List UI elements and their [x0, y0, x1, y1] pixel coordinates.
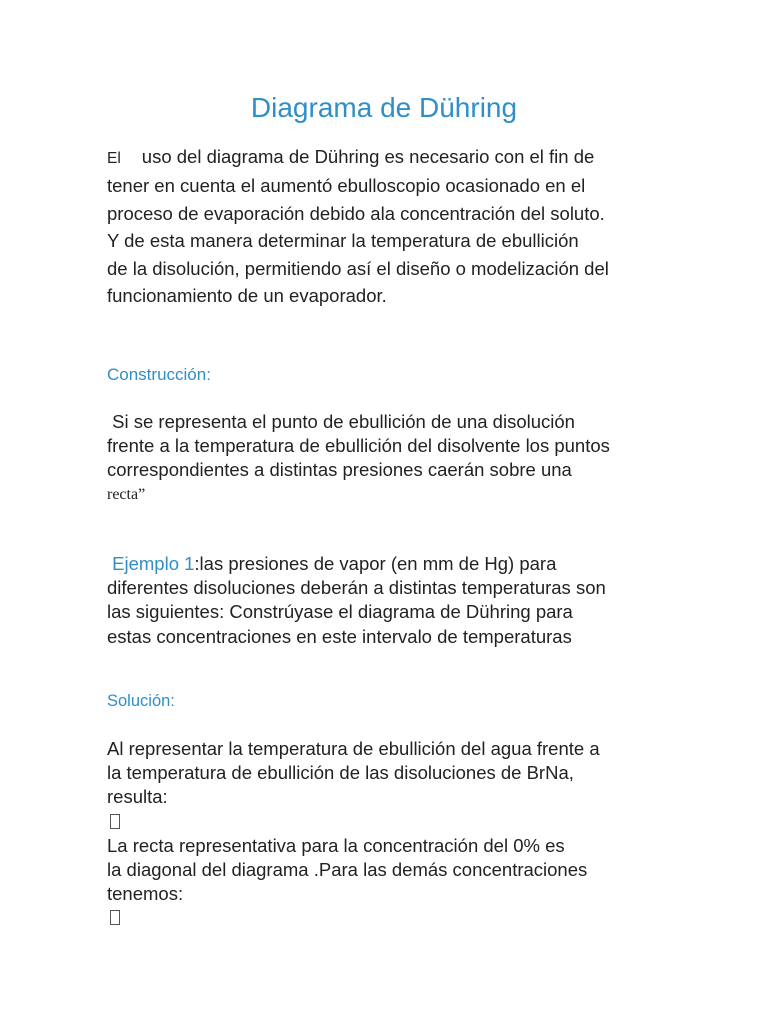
construccion-line-2: frente a la temperatura de ebullición del disolvente los puntos — [107, 435, 610, 457]
intro-line-2: tener en cuenta el aumentó ebulloscopio ocasionado en el — [107, 175, 586, 197]
solucion-line-6: la diagonal del diagrama .Para las demás concentraciones — [107, 859, 588, 881]
intro-paragraph — [107, 143, 667, 309]
missing-glyph-icon — [110, 814, 120, 829]
missing-image-placeholder-2 — [107, 906, 667, 930]
section-heading-construccion: Construcción: — [107, 365, 211, 384]
construccion-line-4: recta” — [107, 485, 146, 503]
missing-image-placeholder-1 — [107, 810, 667, 834]
solucion-line-3: resulta: — [107, 786, 168, 808]
intro-line-6: funcionamiento de un evaporador. — [107, 285, 387, 307]
ejemplo-label: Ejemplo 1 — [112, 553, 195, 574]
construccion-line-3: correspondientes a distintas presiones caerán sobre una — [107, 459, 572, 481]
ejemplo-line-2: diferentes disoluciones deberán a distintas temperaturas son — [107, 577, 606, 599]
intro-line-1 — [107, 143, 667, 172]
ejemplo-line-1 — [107, 552, 667, 576]
construccion-paragraph — [107, 410, 667, 507]
intro-line-5: de la disolución, permitiendo así el diseño o modelización del — [107, 257, 609, 279]
solucion-line-1: Al representar la temperatura de ebullición del agua frente a — [107, 738, 600, 759]
ejemplo-line-1-text: :las presiones de vapor (en mm de Hg) para — [194, 553, 557, 574]
solucion-line-7: tenemos: — [107, 883, 184, 905]
solucion-line-2: la temperatura de ebullición de las disoluciones de BrNa, — [107, 762, 574, 784]
intro-line-1-text: uso del diagrama de Dühring es necesario con el fin de — [141, 146, 595, 167]
solucion-line-5: La recta representativa para la concentración del 0% es — [107, 834, 565, 856]
section-heading-solucion: Solución: — [107, 692, 175, 710]
construccion-line-1: Si se representa el punto de ebullición de una disolución — [107, 411, 575, 432]
page-title: Diagrama de Dühring — [250, 92, 518, 123]
missing-glyph-icon — [110, 910, 120, 925]
intro-line-3: proceso de evaporación debido ala concentración del soluto. — [107, 202, 605, 224]
intro-lead-word: El — [107, 150, 121, 167]
ejemplo-paragraph — [107, 552, 667, 649]
solucion-paragraph — [107, 737, 667, 931]
ejemplo-line-4: estas concentraciones en este intervalo de temperaturas — [107, 625, 572, 647]
ejemplo-line-3: las siguientes: Constrúyase el diagrama de Dühring para — [107, 601, 573, 623]
intro-line-4: Y de esta manera determinar la temperatura de ebullición — [107, 230, 579, 252]
